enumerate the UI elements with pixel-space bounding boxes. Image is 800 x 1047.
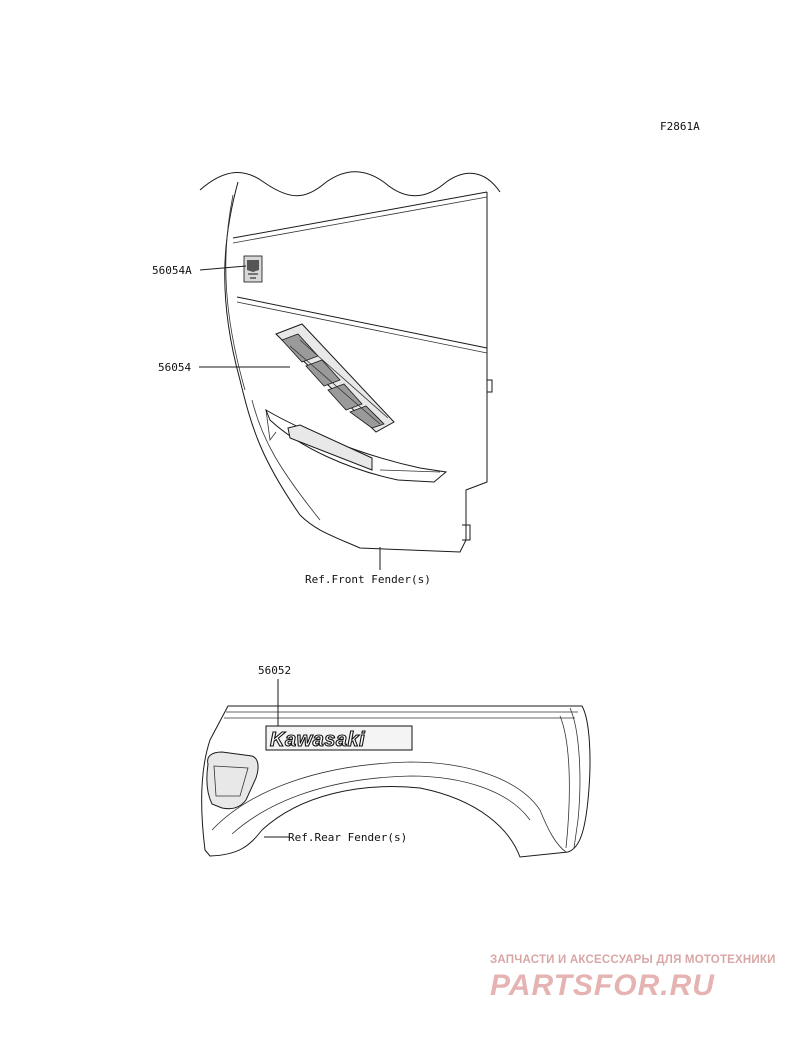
diagram-code: F2861A (660, 120, 700, 133)
kawasaki-decal-text: Kawasaki (270, 729, 366, 751)
callout-56054-label: 56054 (158, 361, 192, 374)
watermark-tagline: ЗАПЧАСТИ И АКСЕССУАРЫ ДЛЯ МОТОТЕХНИКИ (490, 954, 776, 966)
callout-56054[interactable] (158, 361, 290, 374)
watermark (490, 954, 776, 1002)
callout-56052[interactable] (258, 664, 291, 726)
callout-56054A-label: 56054A (152, 264, 192, 277)
ref-front-fender-label: Ref.Front Fender(s) (305, 573, 431, 586)
ref-rear-fender[interactable] (264, 831, 407, 844)
callout-56052-label: 56052 (258, 664, 292, 677)
watermark-brand: PARTSFOR.RU (490, 969, 715, 1002)
callout-56054A[interactable] (152, 264, 246, 277)
ref-rear-fender-label: Ref.Rear Fender(s) (288, 831, 408, 844)
front-fender (200, 172, 500, 552)
ref-front-fender[interactable] (305, 547, 431, 586)
